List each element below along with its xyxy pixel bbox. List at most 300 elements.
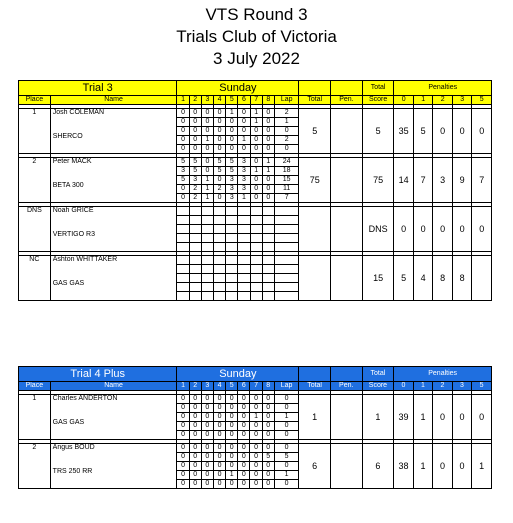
section-score	[262, 292, 274, 301]
rider-place: 1	[19, 395, 51, 440]
section-score	[214, 292, 226, 301]
rider-bike: TRS 250 RR	[52, 468, 93, 475]
section-score	[177, 274, 189, 283]
penalty-count: 0	[452, 109, 472, 154]
penalty-count: 8	[452, 256, 472, 301]
section-score: 0	[226, 145, 238, 154]
section-score	[189, 274, 201, 283]
pen-col-header: 3	[452, 382, 471, 391]
lap-total	[274, 243, 298, 252]
penalty-count: 0	[472, 395, 492, 440]
total-header: Total	[299, 96, 331, 105]
section-score: 0	[177, 413, 189, 422]
section-header: 7	[250, 96, 262, 105]
section-score: 0	[189, 462, 201, 471]
section-score: 0	[201, 431, 213, 440]
rider-place: 1	[19, 109, 51, 154]
section-score	[214, 225, 226, 234]
section-score: 0	[250, 127, 262, 136]
section-score: 2	[214, 185, 226, 194]
lap-total: 5	[274, 453, 298, 462]
rider-name: Noah GRICE	[52, 207, 94, 214]
section-score: 5	[226, 167, 238, 176]
penalty-count: 5	[394, 256, 414, 301]
penalty-count: 7	[472, 158, 492, 203]
rider-name: Peter MACK	[52, 158, 92, 165]
section-header: 4	[213, 382, 225, 391]
section-score	[201, 256, 213, 265]
section-score: 0	[177, 145, 189, 154]
section-score: 0	[177, 185, 189, 194]
section-score: 2	[189, 185, 201, 194]
section-score: 2	[189, 194, 201, 203]
section-score: 1	[238, 194, 250, 203]
section-score: 0	[213, 471, 225, 480]
penalty-count: 39	[394, 395, 413, 440]
section-score	[201, 283, 213, 292]
section-score: 3	[238, 176, 250, 185]
section-score: 0	[177, 444, 189, 453]
section-score: 3	[238, 167, 250, 176]
section-score	[214, 207, 226, 216]
section-score: 0	[189, 480, 201, 489]
rider-cell	[50, 256, 177, 301]
lap-total: 1	[274, 413, 298, 422]
section-score	[250, 292, 262, 301]
section-score: 0	[250, 462, 262, 471]
total-score-header: Total	[362, 81, 394, 96]
section-score	[201, 216, 213, 225]
section-score: 0	[189, 444, 201, 453]
rider-score: 6	[362, 444, 394, 489]
section-score: 0	[214, 176, 226, 185]
section-score: 0	[201, 404, 213, 413]
section-header: 5	[226, 382, 238, 391]
lap-total	[274, 283, 298, 292]
section-score: 1	[262, 167, 274, 176]
lap-total: 1	[274, 471, 298, 480]
lap-total: 0	[274, 480, 298, 489]
section-score: 0	[177, 480, 189, 489]
section-score	[226, 256, 238, 265]
results-table-1	[18, 80, 492, 301]
table-row	[19, 109, 492, 118]
section-score	[201, 265, 213, 274]
section-score: 0	[214, 194, 226, 203]
section-score: 0	[238, 462, 250, 471]
rider-place: DNS	[19, 207, 51, 252]
section-score: 0	[238, 431, 250, 440]
section-score: 0	[177, 109, 189, 118]
section-score	[177, 216, 189, 225]
section-score	[238, 256, 250, 265]
rider-bike: GAS GAS	[52, 419, 85, 426]
lap-total: 0	[274, 431, 298, 440]
section-score	[238, 243, 250, 252]
penalty-count: 1	[413, 444, 432, 489]
section-score	[238, 274, 250, 283]
section-score: 0	[201, 109, 213, 118]
section-score: 0	[250, 453, 262, 462]
place-header: Place	[19, 96, 51, 105]
penalty-count	[472, 256, 492, 301]
section-score: 0	[201, 422, 213, 431]
section-score	[189, 292, 201, 301]
section-header: 6	[238, 382, 250, 391]
section-score: 1	[262, 158, 274, 167]
section-score: 5	[177, 176, 189, 185]
section-score	[189, 225, 201, 234]
section-score: 0	[262, 145, 274, 154]
section-score: 0	[238, 127, 250, 136]
section-score: 0	[177, 471, 189, 480]
section-score	[250, 256, 262, 265]
section-score: 0	[177, 136, 189, 145]
rider-bike: VERTIGO R3	[52, 231, 95, 238]
penalty-count: 0	[452, 207, 472, 252]
section-score: 0	[262, 480, 274, 489]
section-score	[262, 256, 274, 265]
penalty-count: 0	[472, 207, 492, 252]
rider-name: Charles ANDERTON	[52, 395, 118, 402]
section-score	[262, 216, 274, 225]
section-score	[250, 225, 262, 234]
section-score: 3	[226, 176, 238, 185]
penalties-header: Penalties	[394, 81, 492, 96]
total-score-header: Total	[362, 367, 394, 382]
penalty-count: 0	[413, 207, 433, 252]
lap-total: 15	[274, 176, 298, 185]
pen-col-header: 2	[433, 382, 452, 391]
rider-bike: BETA 300	[52, 182, 84, 189]
section-score: 3	[226, 185, 238, 194]
section-score: 0	[250, 404, 262, 413]
section-score: 0	[250, 444, 262, 453]
section-score: 0	[213, 413, 225, 422]
section-score	[214, 283, 226, 292]
section-header: 7	[250, 382, 262, 391]
section-score: 0	[177, 422, 189, 431]
section-score	[250, 274, 262, 283]
rider-total: 6	[299, 444, 331, 489]
section-score: 0	[177, 118, 189, 127]
pen-header-blank	[331, 81, 363, 96]
section-score: 0	[262, 194, 274, 203]
section-score: 0	[201, 471, 213, 480]
section-score: 0	[213, 480, 225, 489]
rider-pen	[331, 109, 363, 154]
section-score: 0	[262, 136, 274, 145]
section-score	[226, 243, 238, 252]
penalty-count: 3	[433, 158, 453, 203]
section-score: 1	[250, 167, 262, 176]
section-score	[238, 234, 250, 243]
section-score: 5	[262, 453, 274, 462]
section-score	[189, 216, 201, 225]
penalty-count: 1	[472, 444, 492, 489]
section-score: 0	[177, 395, 189, 404]
lap-total: 0	[274, 127, 298, 136]
section-score: 0	[214, 145, 226, 154]
section-score	[250, 216, 262, 225]
section-score	[226, 274, 238, 283]
section-score: 0	[226, 480, 238, 489]
section-score: 0	[213, 395, 225, 404]
section-score: 1	[201, 136, 213, 145]
section-score: 0	[177, 194, 189, 203]
section-score	[262, 265, 274, 274]
section-score	[238, 292, 250, 301]
section-score: 0	[250, 136, 262, 145]
section-score: 0	[226, 127, 238, 136]
section-score: 0	[238, 413, 250, 422]
lap-total: 24	[274, 158, 298, 167]
section-score: 0	[177, 404, 189, 413]
penalty-count: 0	[452, 395, 471, 440]
section-score	[238, 283, 250, 292]
section-score	[201, 234, 213, 243]
section-score	[214, 243, 226, 252]
rider-cell	[50, 444, 177, 489]
section-header: 4	[214, 96, 226, 105]
section-score	[262, 243, 274, 252]
section-header: 3	[201, 96, 213, 105]
section-score: 0	[250, 158, 262, 167]
section-score: 0	[250, 422, 262, 431]
section-score	[250, 265, 262, 274]
penalty-count: 8	[433, 256, 453, 301]
section-score: 0	[250, 194, 262, 203]
section-score: 0	[189, 404, 201, 413]
section-score: 1	[201, 194, 213, 203]
rider-place: 2	[19, 158, 51, 203]
lap-total: 0	[274, 444, 298, 453]
section-score: 0	[238, 395, 250, 404]
penalty-count: 0	[433, 207, 453, 252]
rider-score: DNS	[362, 207, 394, 252]
section-score	[226, 225, 238, 234]
score-header: Score	[362, 382, 394, 391]
section-score: 0	[262, 127, 274, 136]
section-score: 1	[226, 109, 238, 118]
lap-total	[274, 292, 298, 301]
section-score: 0	[213, 422, 225, 431]
results-table-2	[18, 366, 492, 489]
total-header: Total	[299, 382, 331, 391]
section-score: 0	[189, 431, 201, 440]
section-score: 0	[189, 395, 201, 404]
section-score: 0	[226, 413, 238, 422]
pen-col-header: 0	[394, 96, 414, 105]
lap-total: 0	[274, 145, 298, 154]
rider-name: Josh COLEMAN	[52, 109, 105, 116]
section-score: 0	[226, 431, 238, 440]
lap-total	[274, 274, 298, 283]
section-score: 5	[189, 158, 201, 167]
section-score: 0	[238, 404, 250, 413]
total-header-blank	[299, 367, 331, 382]
section-score	[177, 256, 189, 265]
rider-pen	[330, 444, 362, 489]
pen-col-header: 2	[433, 96, 453, 105]
section-header: 1	[177, 382, 189, 391]
section-score: 0	[177, 431, 189, 440]
section-score	[189, 243, 201, 252]
section-score: 0	[189, 118, 201, 127]
section-score: 0	[201, 480, 213, 489]
section-score: 1	[250, 118, 262, 127]
table-row	[19, 256, 492, 265]
section-score: 0	[226, 453, 238, 462]
section-score: 1	[201, 185, 213, 194]
section-score: 0	[189, 422, 201, 431]
section-score: 0	[262, 109, 274, 118]
section-score	[177, 265, 189, 274]
section-score	[226, 292, 238, 301]
section-score	[238, 216, 250, 225]
section-score	[201, 243, 213, 252]
section-score	[226, 283, 238, 292]
section-score: 0	[262, 176, 274, 185]
penalty-count: 0	[433, 444, 452, 489]
total-header-blank	[299, 81, 331, 96]
name-header: Name	[50, 96, 177, 105]
section-score: 0	[262, 404, 274, 413]
rider-cell	[50, 158, 177, 203]
section-score: 0	[189, 471, 201, 480]
section-score	[189, 256, 201, 265]
table-row	[19, 158, 492, 167]
section-score: 0	[262, 444, 274, 453]
lap-total: 0	[274, 404, 298, 413]
section-score: 0	[250, 395, 262, 404]
section-score: 0	[250, 176, 262, 185]
lap-total	[274, 207, 298, 216]
lap-total	[274, 265, 298, 274]
section-score: 0	[262, 422, 274, 431]
section-score: 3	[238, 158, 250, 167]
section-score	[226, 265, 238, 274]
section-score	[238, 207, 250, 216]
section-score: 5	[177, 158, 189, 167]
lap-total	[274, 216, 298, 225]
rider-cell	[50, 207, 177, 252]
section-score: 0	[238, 444, 250, 453]
section-score: 0	[238, 422, 250, 431]
section-score	[201, 207, 213, 216]
section-score: 0	[213, 404, 225, 413]
section-score	[177, 283, 189, 292]
rider-score: 1	[362, 395, 394, 440]
section-score: 0	[238, 453, 250, 462]
rider-pen	[331, 256, 363, 301]
lap-header: Lap	[274, 96, 298, 105]
event-date: 3 July 2022	[213, 49, 300, 68]
penalty-count: 5	[413, 109, 433, 154]
section-score: 0	[250, 431, 262, 440]
section-score: 0	[250, 145, 262, 154]
lap-total	[274, 225, 298, 234]
lap-header: Lap	[274, 382, 298, 391]
section-score	[262, 207, 274, 216]
penalty-count: 7	[413, 158, 433, 203]
rider-bike: GAS GAS	[52, 280, 85, 287]
section-score: 0	[201, 158, 213, 167]
section-header: 8	[262, 382, 274, 391]
section-score: 0	[226, 404, 238, 413]
pen-col-header: 1	[413, 96, 433, 105]
section-score	[262, 225, 274, 234]
section-score	[201, 225, 213, 234]
section-score: 0	[201, 127, 213, 136]
section-header: 8	[262, 96, 274, 105]
trial-name: Trial 4 Plus	[19, 367, 177, 382]
penalty-count: 38	[394, 444, 413, 489]
section-score: 0	[226, 395, 238, 404]
rider-name: Angus BOUD	[52, 444, 95, 451]
section-score	[226, 207, 238, 216]
section-score: 0	[262, 471, 274, 480]
section-score: 0	[262, 185, 274, 194]
section-score: 0	[214, 109, 226, 118]
lap-total: 0	[274, 462, 298, 471]
section-score: 0	[262, 462, 274, 471]
section-header: 1	[177, 96, 189, 105]
rider-total: 1	[299, 395, 331, 440]
section-score: 3	[177, 167, 189, 176]
rider-total	[299, 256, 331, 301]
section-score	[189, 207, 201, 216]
section-score: 0	[238, 109, 250, 118]
pen-col-header: 5	[472, 382, 492, 391]
lap-total: 2	[274, 136, 298, 145]
section-score: 0	[238, 480, 250, 489]
day-label: Sunday	[177, 367, 299, 382]
section-score: 0	[189, 145, 201, 154]
section-score	[214, 274, 226, 283]
section-score	[262, 274, 274, 283]
section-score: 3	[189, 176, 201, 185]
lap-total: 7	[274, 194, 298, 203]
rider-total	[299, 207, 331, 252]
section-score: 0	[201, 167, 213, 176]
section-score	[189, 283, 201, 292]
rider-total: 75	[299, 158, 331, 203]
penalty-count: 35	[394, 109, 414, 154]
section-score: 1	[250, 109, 262, 118]
section-score	[214, 216, 226, 225]
section-score	[262, 234, 274, 243]
lap-total	[274, 234, 298, 243]
section-score: 0	[226, 136, 238, 145]
section-score: 5	[189, 167, 201, 176]
club-name: Trials Club of Victoria	[176, 27, 337, 46]
section-score	[250, 234, 262, 243]
section-score: 0	[189, 453, 201, 462]
section-score: 0	[201, 118, 213, 127]
lap-total: 18	[274, 167, 298, 176]
section-score: 0	[238, 118, 250, 127]
section-score: 1	[238, 136, 250, 145]
section-header: 6	[238, 96, 250, 105]
section-score: 0	[201, 395, 213, 404]
section-score: 1	[226, 471, 238, 480]
section-score	[189, 234, 201, 243]
pen-col-header: 1	[413, 382, 432, 391]
rider-cell	[50, 395, 177, 440]
penalty-count: 4	[413, 256, 433, 301]
section-score: 0	[189, 127, 201, 136]
